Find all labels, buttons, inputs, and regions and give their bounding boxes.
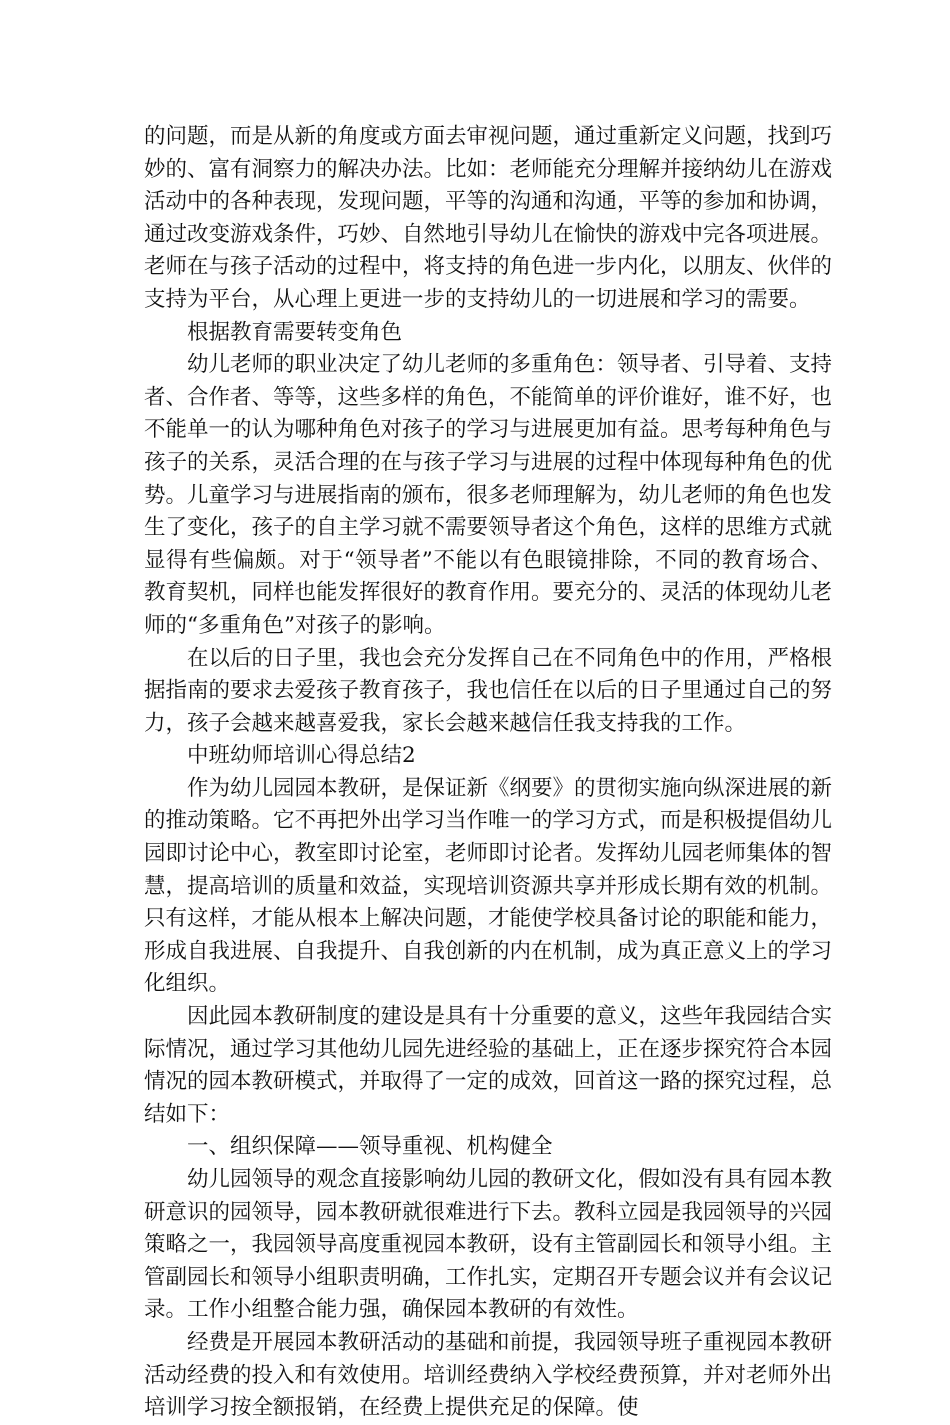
- paragraph-1: 的问题，而是从新的角度或方面去审视问题，通过重新定义问题，找到巧妙的、富有洞察力的解决办法。比如：老师能充分理解并接纳幼儿在游戏活动中的各种表现，发现问题，平等的沟通和沟通，平等的参加和协调，通过改变游戏条件，巧妙、自然地引导幼儿在愉快的游戏中完各项进展。老师在与孩子活动的过程中，将支持的角色进一步内化，以朋友、伙伴的支持为平台，从心理上更进一步的支持幼儿的一切进展和学习的需要。: [144, 124, 833, 312]
- paragraph-2: 幼儿老师的职业决定了幼儿老师的多重角色：领导者、引导着、支持者、合作者、等等，这些多样的角色，不能简单的评价谁好，谁不好，也不能单一的认为哪种角色对孩子的学习与进展更加有益。思考每种角色与孩子的关系，灵活合理的在与孩子学习与进展的过程中体现每种角色的优势。儿童学习与进展指南的颁布，很多老师理解为，幼儿老师的角色也发生了变化，孩子的自主学习就不需要领导者这个角色，这样的思维方式就显得有些偏颇。对于“领导者”不能以有色眼镜排除，不同的教育场合、教育契机，同样也能发挥很好的教育作用。要充分的、灵活的体现幼儿老师的“多重角色”对孩子的影响。: [144, 352, 833, 638]
- section-heading-organization: 一、组织保障——领导重视、机构健全: [187, 1134, 553, 1160]
- paragraph-4: 作为幼儿园园本教研，是保证新《纲要》的贯彻实施向纵深进展的新的推动策略。它不再把外出学习当作唯一的学习方式，而是积极提倡幼儿园即讨论中心，教室即讨论室，老师即讨论者。发挥幼儿园老师集体的智慧，提高培训的质量和效益，实现培训资源共享并形成长期有效的机制。只有这样，才能从根本上解决问题，才能使学校具备讨论的职能和能力，形成自我进展、自我提升、自我创新的内在机制，成为真正意义上的学习化组织。: [144, 775, 833, 997]
- paragraph-3: 在以后的日子里，我也会充分发挥自己在不同角色中的作用，严格根据指南的要求去爱孩子教育孩子，我也信任在以后的日子里通过自己的努力，孩子会越来越喜爱我，家长会越来越信任我支持我的工作。: [144, 645, 833, 736]
- paragraph-5: 因此园本教研制度的建设是具有十分重要的意义，这些年我园结合实际情况，通过学习其他幼儿园先进经验的基础上，正在逐步探究符合本园情况的园本教研模式，并取得了一定的成效，回首这一路的探究过程，总结如下：: [144, 1004, 833, 1127]
- paragraph-6: 幼儿园领导的观念直接影响幼儿园的教研文化，假如没有具有园本教研意识的园领导，园本教研就很难进行下去。教科立园是我园领导的兴园策略之一，我园领导高度重视园本教研，设有主管副园长和领导小组。主管副园长和领导小组职责明确，工作扎实，定期召开专题会议并有会议记录。工作小组整合能力强，确保园本教研的有效性。: [144, 1167, 833, 1323]
- document-page: [144, 121, 832, 1425]
- paragraph-7: 经费是开展园本教研活动的基础和前提，我园领导班子重视园本教研活动经费的投入和有效使用。培训经费纳入学校经费预算，并对老师外出培训学习按全额报销，在经费上提供充足的保障。使: [144, 1329, 833, 1421]
- section-heading-role-change: 根据教育需要转变角色: [187, 319, 403, 345]
- section-heading-summary-2: 中班幼师培训心得总结2: [187, 743, 416, 769]
